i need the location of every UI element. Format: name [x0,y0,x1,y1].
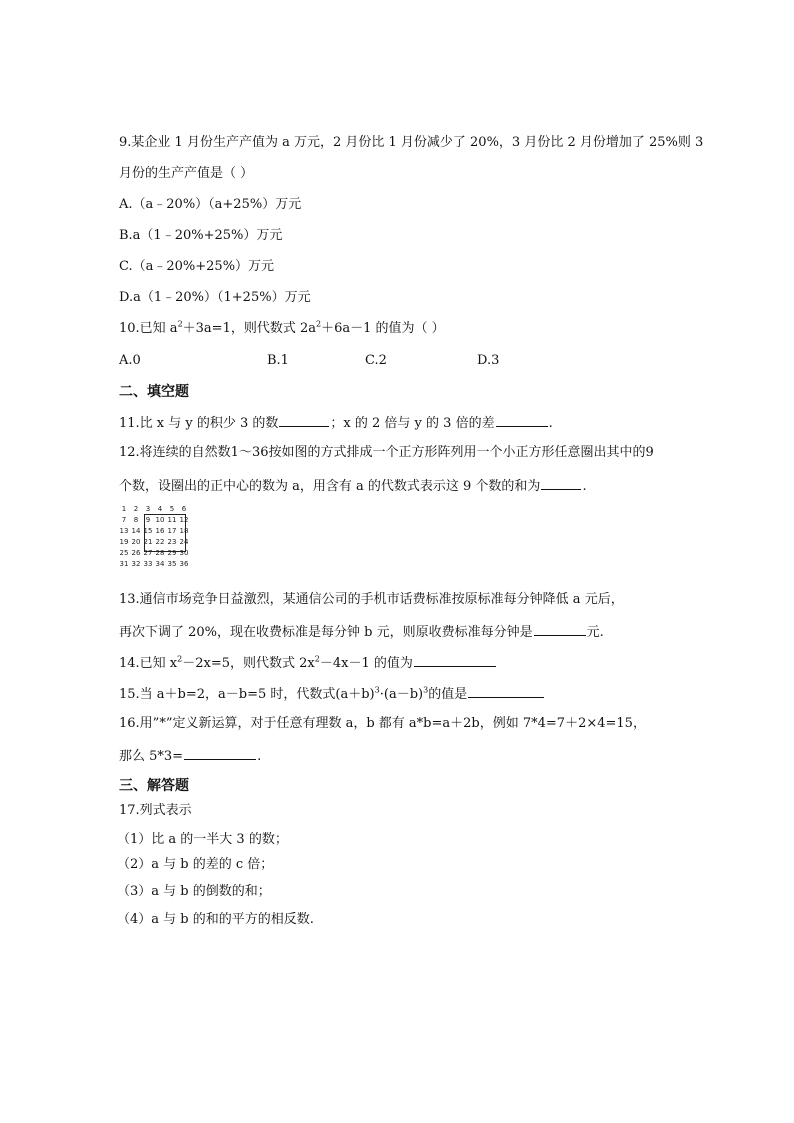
grid-cell: 17 [167,527,177,535]
q15-part: 的值是 [428,687,468,702]
grid-cell: 13 [119,527,129,535]
q10-option-c: C.2 [365,353,387,368]
grid-row [118,537,190,548]
q15-stem [119,685,545,703]
answer-blank [279,414,329,427]
grid-cell: 11 [167,516,177,524]
grid-cell: 1 [121,505,127,513]
q16-stem-line1: 16.用”*”定义新运算，对于任意有理数 a，b 都有 a*b=a＋2b，例如 7*4=7＋2×4=15， [119,716,646,731]
q14-part: 14.已知 x [119,656,178,671]
q10-options [119,353,499,369]
q9-option-b: B.a（1﹣20%+25%）万元 [119,228,283,243]
grid-cell: 19 [119,538,129,546]
grid-cell: 10 [155,516,165,524]
q12-stem-line1: 12.将连续的自然数1～36按如图的方式排成一个正方形阵列用一个小正方形任意圈出其中的9 [119,445,654,460]
q10-stem-part: ＋3a=1，则代数式 2a [182,321,316,336]
q14-stem [119,654,497,672]
grid-cell: 8 [133,516,139,524]
grid-row [118,559,190,570]
q10-stem-part: ＋6a－1 的值为（ ） [321,321,445,336]
section-heading-fill-in: 二、填空题 [119,384,189,400]
section-heading-solve: 三、解答题 [119,778,189,794]
grid-cell: 15 [143,527,153,535]
grid-row [118,504,190,515]
grid-cell: 35 [167,560,177,568]
grid-row [118,515,190,526]
q10-option-d: D.3 [477,353,500,368]
q9-option-c: C.（a﹣20%+25%）万元 [119,259,275,274]
grid-cell: 31 [119,560,129,568]
answer-blank [534,623,586,636]
grid-cell: 27 [143,549,153,557]
q12-part: 个数，设圈出的正中心的数为 a，用含有 a 的代数式表示这 9 个数的和为 [119,479,541,494]
grid-cell: 4 [157,505,163,513]
q9-stem-line1: 9.某企业 1 月份生产产值为 a 万元，2 月份比 1 月份减少了 20%，3 月份比 2 月份增加了 25%则 3 [119,135,704,150]
q11-stem [119,414,553,432]
grid-cell: 33 [143,560,153,568]
q17-item: （2）a 与 b 的差的 c 倍； [117,857,274,872]
q10-stem [119,321,445,337]
q9-option-d: D.a（1﹣20%）（1+25%）万元 [119,290,311,305]
grid-cell: 25 [119,549,129,557]
grid-cell: 7 [121,516,127,524]
grid-cell: 28 [155,549,165,557]
grid-row [118,548,190,559]
q17-item: （3）a 与 b 的倒数的和； [117,884,271,899]
q13-part: 再次下调了 20%，现在收费标准是每分钟 b 元，则原收费标准每分钟是 [119,625,533,640]
grid-row [118,526,190,537]
q14-part: －4x－1 的值为 [319,656,413,671]
number-grid-table [118,504,190,570]
q17-item: （4）a 与 b 的和的平方的相反数. [117,912,314,927]
grid-cell: 36 [179,560,189,568]
q17-item: （1）比 a 的一半大 3 的数； [117,832,288,847]
grid-cell: 9 [145,516,151,524]
superscript: 3 [374,685,380,695]
grid-cell: 18 [179,527,189,535]
q13-part: 元. [586,625,604,640]
q10-stem-part: 10.已知 a [119,321,178,336]
q10-option-b: B.1 [267,353,289,368]
q16-part: . [257,749,262,764]
grid-cell: 5 [169,505,175,513]
grid-cell: 21 [143,538,153,546]
q11-part: . [548,416,553,431]
grid-cell: 23 [167,538,177,546]
answer-blank [541,477,581,490]
q11-part: 11.比 x 与 y 的积少 3 的数 [119,416,279,431]
superscript: 2 [177,654,183,664]
grid-cell: 3 [145,505,151,513]
q16-part: 那么 5*3= [119,749,184,764]
number-grid-figure [118,504,190,570]
grid-cell: 2 [133,505,139,513]
q9-stem-line2: 月份的生产产值是（ ） [119,166,254,181]
superscript: 2 [314,654,320,664]
answer-blank [496,414,548,427]
grid-cell: 22 [155,538,165,546]
q11-part: ；x 的 2 倍与 y 的 3 倍的差 [330,416,495,431]
grid-cell: 20 [131,538,141,546]
q13-stem-line2 [119,623,604,641]
grid-cell: 6 [181,505,187,513]
q10-option-a: A.0 [119,353,141,368]
q14-part: －2x=5，则代数式 2x [182,656,315,671]
q9-option-a: A.（a﹣20%）（a+25%）万元 [119,197,302,212]
superscript: 2 [177,319,183,329]
q15-part: ·(a－b) [379,687,424,702]
answer-blank [184,747,256,760]
superscript: 3 [423,685,429,695]
q12-part: . [582,479,587,494]
grid-cell: 12 [179,516,189,524]
grid-cell: 30 [179,549,189,557]
q17-title: 17.列式表示 [119,803,192,818]
q15-part: 15.当 a＋b=2，a－b=5 时，代数式(a＋b) [119,687,375,702]
grid-cell: 26 [131,549,141,557]
answer-blank [414,654,496,667]
grid-cell: 14 [131,527,141,535]
q12-stem-line2 [119,477,587,495]
q13-stem-line1: 13.通信市场竞争日益激烈，某通信公司的手机市话费标准按原标准每分钟降低 a 元后， [119,592,624,607]
answer-blank [468,685,544,698]
superscript: 2 [316,319,322,329]
q16-stem-line2 [119,747,261,765]
grid-cell: 32 [131,560,141,568]
grid-cell: 34 [155,560,165,568]
grid-cell: 24 [179,538,189,546]
grid-cell: 29 [167,549,177,557]
grid-cell: 16 [155,527,165,535]
